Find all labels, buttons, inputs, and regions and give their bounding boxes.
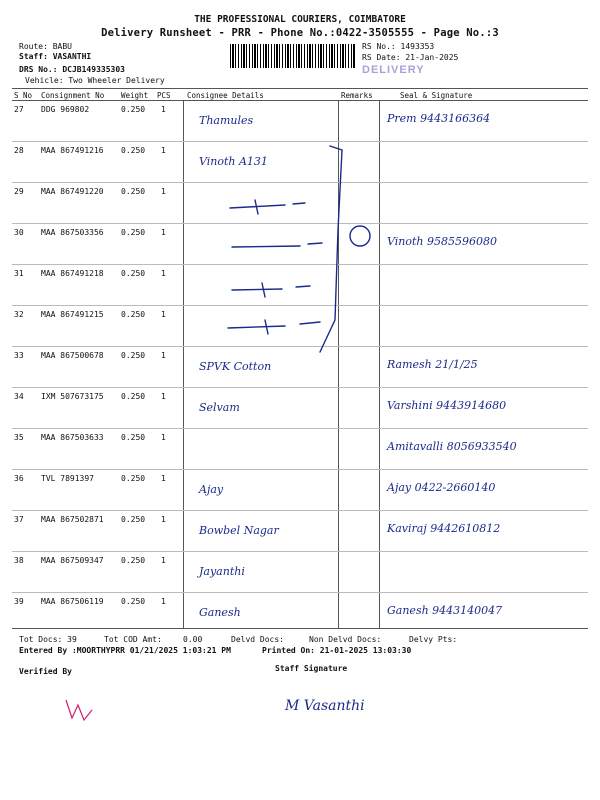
row-pcs: 1 <box>161 351 166 360</box>
entered-by: Entered By :MOORTHYPRR 01/21/2025 1:03:21 PM <box>19 646 231 655</box>
delivery-stamp: DELIVERY <box>362 64 425 76</box>
row-signature-handwritten: Ganesh 9443140047 <box>387 604 503 617</box>
col-consignment: Consignment No <box>41 91 105 100</box>
row-weight: 0.250 <box>121 146 146 155</box>
row-pcs: 1 <box>161 433 166 442</box>
row-sno: 33 <box>14 351 24 360</box>
row-sno: 35 <box>14 433 24 442</box>
verify-check-mark <box>66 700 92 720</box>
total-cod-amount: 0.00 <box>183 635 203 644</box>
non-delivered-docs: Non Delvd Docs: <box>309 635 382 644</box>
row-consignment: MAA 867500678 <box>41 351 104 360</box>
col-signature: Seal & Signature <box>400 91 473 100</box>
row-consignment: DDG 969802 <box>41 105 90 114</box>
row-pcs: 1 <box>161 556 166 565</box>
row-consignment: MAA 867506119 <box>41 597 104 606</box>
printed-on: Printed On: 21-01-2025 13:03:30 <box>262 646 412 655</box>
delivery-points: Delvy Pts: <box>409 635 458 644</box>
row-pcs: 1 <box>161 187 166 196</box>
document-title: THE PROFESSIONAL COURIERS, COIMBATORE <box>194 14 406 25</box>
row-weight: 0.250 <box>121 392 146 401</box>
verified-by-label: Verified By <box>19 667 72 676</box>
row-signature-handwritten: Kaviraj 9442610812 <box>387 522 501 535</box>
row-consignee-handwritten: Selvam <box>199 401 240 414</box>
row-consignment: MAA 867491220 <box>41 187 104 196</box>
row-consignment: MAA 867502871 <box>41 515 104 524</box>
row-sno: 32 <box>14 310 24 319</box>
row-consignee-handwritten: Jayanthi <box>199 565 245 578</box>
row-sno: 31 <box>14 269 24 278</box>
row-sno: 29 <box>14 187 24 196</box>
row-consignment: IXM 507673175 <box>41 392 104 401</box>
row-consignee-handwritten: SPVK Cotton <box>199 360 272 373</box>
staff-signature-ink: M Vasanthi <box>285 698 365 714</box>
rs-number: RS No.: 1493353 <box>362 42 435 51</box>
row-weight: 0.250 <box>121 515 146 524</box>
row-consignment: MAA 867491218 <box>41 269 104 278</box>
row-pcs: 1 <box>161 515 166 524</box>
row-weight: 0.250 <box>121 105 146 114</box>
row-weight: 0.250 <box>121 310 146 319</box>
row-consignment: MAA 867503356 <box>41 228 104 237</box>
row-signature-handwritten: Amitavalli 8056933540 <box>387 440 517 453</box>
col-sno: S No <box>14 91 33 100</box>
row-weight: 0.250 <box>121 433 146 442</box>
row-weight: 0.250 <box>121 228 146 237</box>
row-consignment: TVL 7891397 <box>41 474 94 483</box>
total-cod-label: Tot COD Amt: <box>104 635 162 644</box>
vehicle: Vehicle: Two Wheeler Delivery <box>25 76 165 85</box>
row-weight: 0.250 <box>121 556 146 565</box>
row-consignee-handwritten: Thamules <box>199 114 254 127</box>
col-pcs: PCS <box>157 91 171 100</box>
row-consignee-handwritten: Ganesh <box>199 606 241 619</box>
row-signature-handwritten: Varshini 9443914680 <box>387 399 507 412</box>
row-signature-handwritten: Prem 9443166364 <box>387 112 491 125</box>
row-pcs: 1 <box>161 392 166 401</box>
row-sno: 39 <box>14 597 24 606</box>
row-consignment: MAA 867491215 <box>41 310 104 319</box>
delivered-docs: Delvd Docs: <box>231 635 284 644</box>
row-sno: 36 <box>14 474 24 483</box>
row-consignment: MAA 867503633 <box>41 433 104 442</box>
row-sno: 28 <box>14 146 24 155</box>
row-sno: 38 <box>14 556 24 565</box>
row-sno: 34 <box>14 392 24 401</box>
row-signature-handwritten: Ramesh 21/1/25 <box>387 358 478 371</box>
row-sno: 30 <box>14 228 24 237</box>
document-subtitle: Delivery Runsheet - PRR - Phone No.:0422-3505555 - Page No.:3 <box>101 27 499 39</box>
row-weight: 0.250 <box>121 269 146 278</box>
row-consignee-handwritten: Bowbel Nagar <box>199 524 279 537</box>
row-pcs: 1 <box>161 310 166 319</box>
row-pcs: 1 <box>161 474 166 483</box>
staff-signature-label: Staff Signature <box>275 664 348 673</box>
col-weight: Weight <box>121 91 149 100</box>
row-pcs: 1 <box>161 146 166 155</box>
drs-number: DRS No.: DCJB149335303 <box>19 65 125 74</box>
staff-name: Staff: VASANTHI <box>19 52 92 61</box>
col-remarks: Remarks <box>341 91 373 100</box>
row-signature-handwritten: Ajay 0422-2660140 <box>387 481 496 494</box>
row-weight: 0.250 <box>121 597 146 606</box>
row-sno: 37 <box>14 515 24 524</box>
row-signature-handwritten: Vinoth 9585596080 <box>387 235 497 248</box>
row-pcs: 1 <box>161 105 166 114</box>
row-consignment: MAA 867509347 <box>41 556 104 565</box>
row-pcs: 1 <box>161 269 166 278</box>
row-pcs: 1 <box>161 228 166 237</box>
row-sno: 27 <box>14 105 24 114</box>
row-consignment: MAA 867491216 <box>41 146 104 155</box>
row-weight: 0.250 <box>121 187 146 196</box>
rs-date: RS Date: 21-Jan-2025 <box>362 53 459 62</box>
row-weight: 0.250 <box>121 474 146 483</box>
row-consignee-handwritten: Vinoth A131 <box>199 155 268 168</box>
col-consignee: Consignee Details <box>187 91 264 100</box>
row-consignee-handwritten: Ajay <box>199 483 224 496</box>
total-docs: Tot Docs: 39 <box>19 635 77 644</box>
row-pcs: 1 <box>161 597 166 606</box>
row-weight: 0.250 <box>121 351 146 360</box>
route: Route: BABU <box>19 42 72 51</box>
